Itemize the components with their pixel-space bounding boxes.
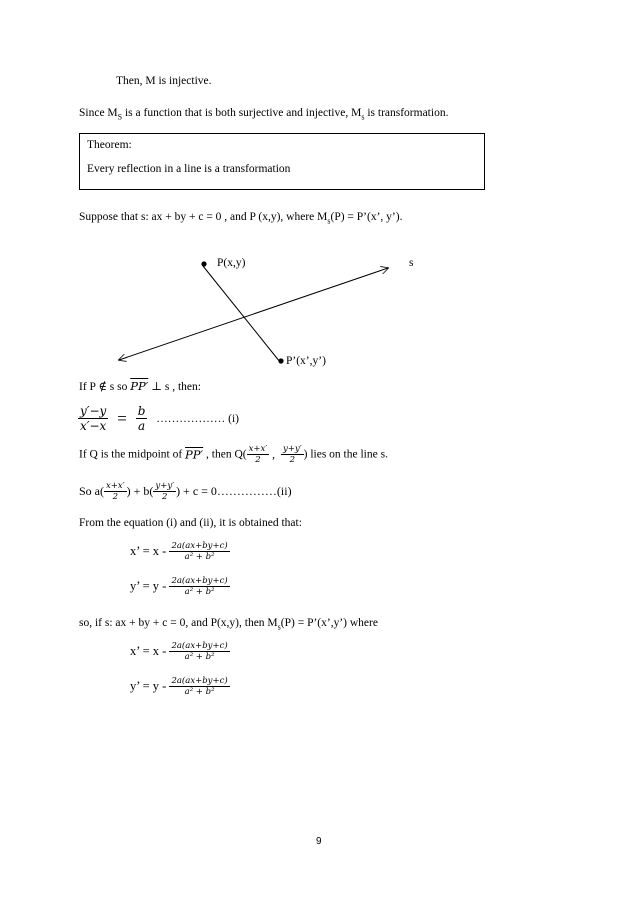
pp-segment: PP′ — [130, 379, 149, 393]
since-end: is transformation. — [364, 107, 449, 119]
so-b: ) + b( — [126, 484, 154, 498]
page-number: 9 — [316, 836, 322, 847]
y-num-1: 2a(ax+by+c) — [171, 576, 228, 586]
y-den-1: a² + b² — [169, 586, 229, 597]
y-lhs-2: y’ = y - — [130, 679, 170, 693]
midpoint-seg: PP′ — [185, 447, 204, 462]
eq1-den: x′−x — [78, 418, 108, 433]
line-if-p — [79, 379, 201, 393]
midpoint-end: ) lies on the line s. — [303, 448, 388, 461]
eq1-rnum: b — [137, 404, 146, 418]
label-p: P(x,y) — [217, 257, 246, 269]
eq2-x-den: 2 — [104, 491, 127, 502]
eq1-equals: = — [117, 408, 127, 428]
line-suppose — [79, 211, 402, 225]
equation-i — [78, 404, 239, 433]
eq1-rden: a — [136, 418, 148, 433]
x-den-1: a² + b² — [169, 551, 229, 562]
x-lhs-1: x’ = x - — [130, 544, 170, 558]
line-s-arrow — [119, 268, 388, 360]
line-midpoint — [79, 444, 388, 465]
midpoint-pre: If Q is the midpoint of — [79, 448, 186, 461]
solution-y-2 — [130, 676, 230, 697]
solution-x-1 — [130, 541, 230, 562]
mid-comma: , — [269, 448, 275, 461]
y-fraction-2 — [169, 676, 229, 697]
so-if-end: (P) = P’(x’,y’) where — [280, 617, 378, 629]
since-text: Since M — [79, 107, 118, 119]
eq1-num: y′−y — [80, 404, 107, 418]
midpoint-mid: , then Q( — [203, 448, 247, 461]
mid-y-fraction — [281, 444, 304, 465]
since-sub: S — [117, 112, 123, 122]
solution-y-1 — [130, 576, 230, 597]
so-end: ) + c = 0……………(ii) — [176, 484, 292, 498]
eq2-x-fraction — [104, 481, 127, 502]
x-fraction-1 — [169, 541, 229, 562]
theorem-title: Theorem: — [87, 139, 132, 151]
label-p-prime: P’(x’,y’) — [286, 355, 326, 367]
since-sub2: s — [361, 112, 365, 122]
x-num-1: 2a(ax+by+c) — [171, 541, 228, 551]
eq2-y-fraction — [153, 481, 176, 502]
mid-y-den: 2 — [281, 454, 304, 465]
line-injective: Then, M is injective. — [116, 75, 212, 87]
if-p-end: ⊥ s , then: — [148, 381, 201, 393]
mid-x-fraction — [247, 444, 270, 465]
mid-x-den: 2 — [247, 454, 270, 465]
y-num-2: 2a(ax+by+c) — [171, 676, 228, 686]
mid-x-num: x+x′ — [248, 444, 268, 454]
suppose-end: (P) = P’(x’, y’). — [330, 211, 403, 223]
solution-x-2 — [130, 641, 230, 662]
label-s: s — [409, 257, 414, 269]
eq2-x-num: x+x′ — [106, 481, 125, 491]
theorem-body: Every reflection in a line is a transformation — [87, 163, 291, 175]
theorem-box — [79, 133, 485, 190]
so-if-sub: s — [277, 622, 281, 632]
eq2-y-num: y+y′ — [155, 481, 175, 491]
mid-y-num: y+y′ — [282, 444, 302, 454]
line-since — [79, 107, 448, 121]
line-so-if — [79, 617, 378, 631]
y-den-2: a² + b² — [169, 686, 229, 697]
so-if-text: so, if s: ax + by + c = 0, and P(x,y), then M — [79, 617, 278, 629]
if-p-text: If P ∉ s so — [79, 381, 131, 393]
x-den-2: a² + b² — [169, 651, 229, 662]
eq2-y-den: 2 — [153, 491, 176, 502]
segment-pp-prime — [203, 266, 280, 362]
eq1-lhs-fraction — [78, 404, 108, 433]
suppose-text: Suppose that s: ax + by + c = 0 , and P (x,y), where M — [79, 211, 328, 223]
x-fraction-2 — [169, 641, 229, 662]
eq1-label: ……………… (i) — [156, 412, 239, 425]
equation-ii — [79, 481, 292, 502]
eq1-rhs-fraction — [136, 404, 148, 433]
so-a: So a( — [79, 484, 104, 498]
x-lhs-2: x’ = x - — [130, 644, 170, 658]
suppose-sub: s — [327, 216, 331, 226]
point-p — [201, 261, 206, 266]
line-from-eq: From the equation (i) and (ii), it is obtained that: — [79, 517, 302, 529]
x-num-2: 2a(ax+by+c) — [171, 641, 228, 651]
since-rest: is a function that is both surjective and injective, M — [122, 107, 362, 119]
y-fraction-1 — [169, 576, 229, 597]
y-lhs-1: y’ = y - — [130, 579, 170, 593]
point-p-prime — [278, 358, 283, 363]
